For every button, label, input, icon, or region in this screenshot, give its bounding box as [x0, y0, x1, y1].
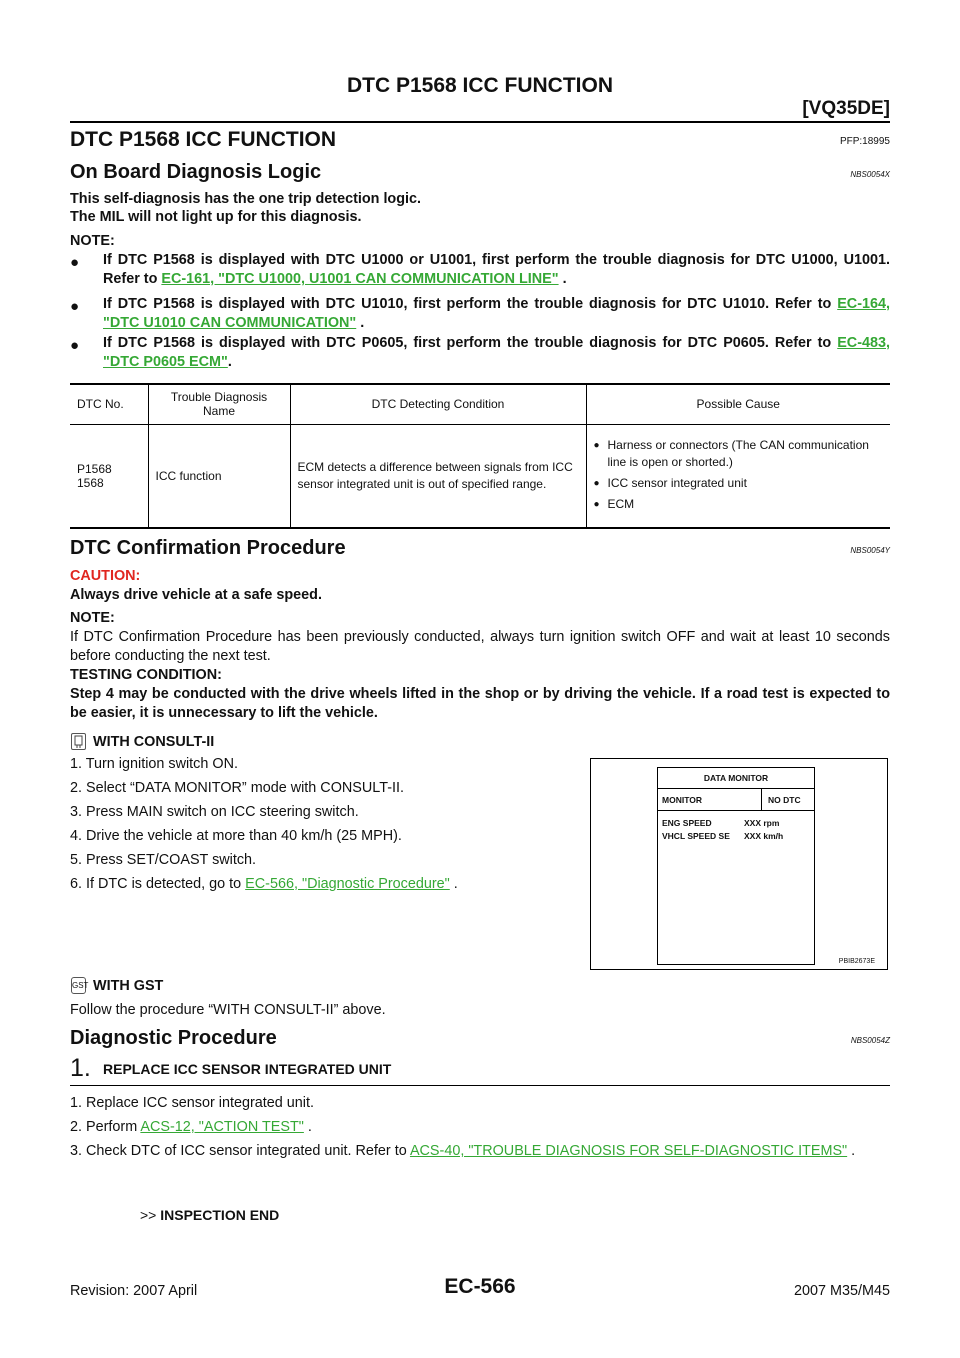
- step-item: 2. Select “DATA MONITOR” mode with CONSULT-II.: [70, 780, 404, 796]
- monitor-item-name: VHCL SPEED SE: [662, 831, 730, 841]
- consult-icon: [71, 733, 86, 750]
- data-monitor-screen: [657, 767, 815, 965]
- testing-label: TESTING CONDITION:: [70, 667, 222, 683]
- step-item: 4. Drive the vehicle at more than 40 km/h (25 MPH).: [70, 828, 402, 844]
- data-monitor-figure: [590, 758, 888, 970]
- dtc-number-alt: 1568: [77, 475, 104, 490]
- step6-text: 6. If DTC is detected, go to: [70, 876, 246, 892]
- cause-item: ● Harness or connectors (The CAN communication line is open or shorted.): [594, 437, 884, 471]
- bullet-text: If DTC P1568 is displayed with DTC U1010, first perform the trouble diagnosis for DTC U1010. Refer to: [103, 296, 838, 312]
- cause-item: ● ECM: [594, 496, 884, 513]
- monitor-title: DATA MONITOR: [658, 768, 814, 789]
- testing-text: Step 4 may be conducted with the drive wheels lifted in the shop or by driving the vehicle. If a road test is expected to be easier, it is unnecessary to lift the vehicle.: [70, 686, 890, 721]
- monitor-item-value: XXX km/h: [744, 831, 784, 841]
- gst-icon-text: GST: [72, 981, 89, 990]
- dtc-table: [70, 383, 890, 529]
- th-trouble-name: Trouble Diagnosis Name: [148, 384, 290, 424]
- diag-code: NBS0054Z: [850, 1036, 890, 1045]
- diag-step-2-text: 2. Perform: [70, 1119, 141, 1135]
- diag-step-2: [70, 1118, 890, 1137]
- obd-code: NBS0054X: [850, 170, 890, 179]
- caution-label: CAUTION:: [70, 568, 141, 584]
- inspection-end: [140, 1207, 279, 1223]
- step-item: [70, 876, 458, 892]
- footer-page-number: EC-566: [444, 1275, 516, 1298]
- gst-text: Follow the procedure “WITH CONSULT-II” above.: [70, 1002, 386, 1018]
- bullet-text: If DTC P1568 is displayed with DTC U1000 or U1001, first perform the trouble diagnosis for DTC U1000, U1001. Refer to: [103, 252, 890, 287]
- cause-item: ● ICC sensor integrated unit: [594, 475, 884, 492]
- bullet-icon: ●: [70, 254, 80, 271]
- diag-step-3: [70, 1142, 890, 1161]
- header-divider: [658, 810, 814, 811]
- ec164-link[interactable]: EC-164, "DTC U1010 CAN COMMUNICATION": [103, 296, 890, 331]
- confirm-title: DTC Confirmation Procedure: [70, 537, 346, 559]
- acs40-link[interactable]: ACS-40, "TROUBLE DIAGNOSIS FOR SELF-DIAGNOSTIC ITEMS": [409, 1143, 848, 1159]
- cell-causes: [586, 424, 890, 528]
- diag-step-3-post: .: [847, 1143, 856, 1159]
- end-text: INSPECTION END: [160, 1207, 280, 1223]
- th-dtc-no: DTC No.: [77, 397, 124, 412]
- ec483-link[interactable]: EC-483, "DTC P0605 ECM": [103, 335, 890, 370]
- ec566-link[interactable]: EC-566, "Diagnostic Procedure": [245, 876, 450, 892]
- footer-revision: Revision: 2007 April: [70, 1283, 198, 1299]
- step-item: 1. Turn ignition switch ON.: [70, 756, 238, 772]
- gst-icon: [71, 977, 89, 994]
- th-possible-cause: Possible Cause: [586, 384, 890, 424]
- note-label: NOTE:: [70, 610, 115, 626]
- table-header-row: [70, 384, 890, 424]
- monitor-item-value: XXX rpm: [744, 818, 780, 828]
- footer-model: 2007 M35/M45: [794, 1283, 890, 1299]
- obd-bullet: [70, 251, 890, 289]
- monitor-item-name: ENG SPEED: [662, 818, 712, 828]
- end-arrow: >>: [140, 1207, 157, 1223]
- bullet-post: .: [558, 271, 567, 287]
- note-text: If DTC Confirmation Procedure has been previously conducted, always turn ignition switch OFF and wait at least 10 seconds before conducting the next test.: [70, 629, 890, 664]
- cell-condition: ECM detects a difference between signals from ICC sensor integrated unit is out of specified range.: [290, 424, 586, 528]
- diag-title: Diagnostic Procedure: [70, 1027, 277, 1049]
- bullet-text: If DTC P1568 is displayed with DTC P0605, first perform the trouble diagnosis for DTC P0605. Refer to: [103, 335, 838, 351]
- figure-code: PBIB2673E: [838, 958, 875, 965]
- cell-dtc-no: [70, 424, 148, 528]
- table-row: [70, 424, 890, 528]
- diag-step-number: 1.: [70, 1054, 91, 1082]
- diag-step-1: 1. Replace ICC sensor integrated unit.: [70, 1095, 314, 1111]
- obd-line2: The MIL will not light up for this diagnosis.: [70, 209, 362, 225]
- section-title: DTC P1568 ICC FUNCTION: [70, 128, 337, 151]
- monitor-col1: MONITOR: [662, 795, 702, 805]
- cell-name: ICC function: [148, 424, 290, 528]
- obd-bullet: [70, 334, 890, 372]
- header-model: [VQ35DE]: [802, 98, 890, 119]
- step-rule: [70, 1085, 890, 1086]
- acs12-link[interactable]: ACS-12, "ACTION TEST": [140, 1119, 304, 1135]
- gst-heading: WITH GST: [93, 978, 164, 994]
- consult-heading: WITH CONSULT-II: [93, 734, 215, 750]
- col-divider: [761, 788, 762, 810]
- step-item: 5. Press SET/COAST switch.: [70, 852, 257, 868]
- obd-line1: This self-diagnosis has the one trip detection logic.: [70, 191, 422, 207]
- obd-note-label: NOTE:: [70, 233, 115, 249]
- bullet-icon: ●: [70, 298, 80, 315]
- caution-text: Always drive vehicle at a safe speed.: [70, 587, 322, 603]
- diag-step-3-text: 3. Check DTC of ICC sensor integrated unit. Refer to: [70, 1143, 410, 1159]
- ec161-link[interactable]: EC-161, "DTC U1000, U1001 CAN COMMUNICATION LINE": [161, 271, 559, 287]
- diag-step-title: REPLACE ICC SENSOR INTEGRATED UNIT: [103, 1061, 392, 1077]
- confirm-code: NBS0054Y: [850, 546, 890, 555]
- obd-bullet: [70, 295, 890, 333]
- dtc-number: P1568: [77, 461, 112, 476]
- pfp-code: PFP:18995: [839, 136, 890, 147]
- header-rule: [70, 121, 890, 123]
- bullet-post: .: [227, 354, 232, 370]
- header-title: DTC P1568 ICC FUNCTION: [346, 74, 614, 97]
- step6-post: .: [449, 876, 458, 892]
- th-condition: DTC Detecting Condition: [290, 384, 586, 424]
- bullet-icon: ●: [70, 337, 80, 354]
- monitor-col2: NO DTC: [768, 795, 801, 805]
- bullet-post: .: [356, 315, 365, 331]
- diag-step-2-post: .: [303, 1119, 312, 1135]
- obd-title: On Board Diagnosis Logic: [70, 161, 322, 183]
- step-item: 3. Press MAIN switch on ICC steering switch.: [70, 804, 359, 820]
